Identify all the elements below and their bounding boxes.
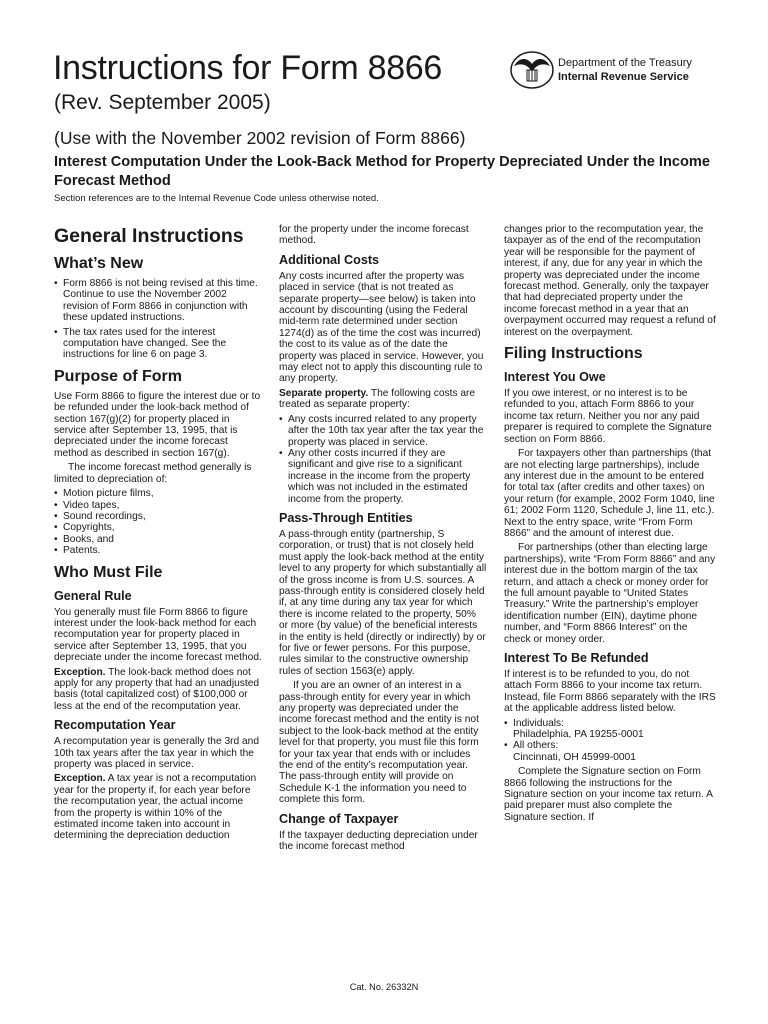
section-heading: What’s New bbox=[54, 255, 144, 272]
catalog-number: Cat. No. 26332N bbox=[349, 982, 419, 992]
column-right bbox=[504, 224, 716, 826]
paragraph: Exception. The look-back method does not apply for any property that had an unadjusted basis (total capitalized cost) of $100,000 or less at the end of the recomputation year. bbox=[54, 666, 260, 712]
bullet-item: • Sound recordings, bbox=[54, 510, 146, 522]
subsection-heading: Additional Costs bbox=[279, 252, 380, 267]
bullet-item: • Video tapes, bbox=[54, 499, 120, 511]
revision-date: (Rev. September 2005) bbox=[54, 91, 271, 114]
bullet-item: • Books, and bbox=[54, 533, 114, 545]
column-left bbox=[54, 224, 262, 845]
section-heading: General Instructions bbox=[54, 225, 244, 247]
paragraph: The income forecast method generally is limited to depreciation of: bbox=[54, 462, 252, 485]
bullet-item: • All others: bbox=[504, 740, 559, 752]
subsection-heading: Recomputation Year bbox=[54, 718, 176, 733]
treasury-block bbox=[510, 50, 740, 94]
section-heading: Purpose of Form bbox=[54, 367, 183, 385]
bullet-item: • Motion picture films, bbox=[54, 488, 154, 500]
use-with-note: (Use with the November 2002 revision of Form 8866) bbox=[54, 128, 466, 148]
irs-eagle-logo-icon bbox=[510, 50, 554, 90]
subsection-heading: Pass-Through Entities bbox=[279, 510, 413, 525]
form-subtitle: Interest Computation Under the Look-Back Method for Property Depreciated Under the Income Forecast Method bbox=[54, 154, 710, 189]
department-name: Department of the Treasury bbox=[558, 57, 692, 69]
subsection-heading: Interest You Owe bbox=[504, 370, 606, 385]
bullet-item: • Individuals: bbox=[504, 717, 564, 729]
paragraph: Any costs incurred after the property was placed in service (that is not treated as separate property—see below) is taken into account by discounting (using the Federal mid-term rate determined under section 1274(d) as of the time the cost was incurred) the cost to its value as of the date the property was placed in service. However, you may elect not to apply this discounting rule to any property. bbox=[279, 270, 484, 385]
paragraph: for the property under the income forecast method. bbox=[279, 224, 469, 247]
bullet-item: • The tax rates used for the interest computation have changed. See the instructions for line 6 on page 3. bbox=[54, 326, 227, 361]
paragraph: A pass-through entity (partnership, S corporation, or trust) that is not closely held must apply the look-back method at the entity level to any property for which substantially all of the gross income is from U.S. sources. A pass-through entity is considered closely held if, at any time during any tax year for which there is income related to the property, 50% or more (by value) of the beneficial interests in the entity is held (directly or indirectly) by or for five or fewer persons. For this purpose, rules similar to the constructive ownership rules of section 1563(e) apply. bbox=[279, 528, 487, 677]
bullet-item: • Any costs incurred related to any property after the 10th tax year after the tax year the property was placed in service. bbox=[279, 413, 484, 448]
agency-name: Internal Revenue Service bbox=[558, 71, 689, 83]
paragraph: If you are an owner of an interest in a pass-through entity for every year in which any property was depreciated under the income forecast method and the entity is not subject to the look-back method at the entity level for that property, you must file this form for your tax year that ends with or includes the end of the entity’s recomputation year. The pass-through entity will provide on Schedule K-1 the information you need to complete this form. bbox=[279, 680, 479, 806]
paragraph: If interest is to be refunded to you, do not attach Form 8866 to your income tax return. Instead, file Form 8866 separately with the IRS at the applicable address listed below. bbox=[504, 669, 716, 715]
column-middle bbox=[279, 224, 487, 856]
paragraph: Separate property. The following costs are treated as separate property: bbox=[279, 387, 476, 411]
paragraph: Complete the Signature section on Form 8866 following the instructions for the Signature section on your income tax return. A paid preparer must also complete the Signature section. If bbox=[504, 766, 713, 823]
section-references-note: Section references are to the Internal Revenue Code unless otherwise noted. bbox=[54, 193, 379, 204]
page-title: Instructions for Form 8866 bbox=[53, 49, 443, 87]
paragraph: For taxpayers other than partnerships (that are not electing large partnerships), include any interest due in the amount to be entered for total tax (after credits and other taxes) on your return (for example, 2002 Form 1040, line 61; 2002 Form 1120, Schedule J, line 11, etc.). Next to the entry space, write “From Form 8866” and the amount of interest due. bbox=[504, 448, 715, 539]
paragraph: You generally must file Form 8866 to figure interest under the look-back method for each recomputation year for property placed in service after September 13, 1995, that you depreciate under the income forecast method. bbox=[54, 606, 262, 664]
subsection-heading: General Rule bbox=[54, 588, 132, 603]
subsection-heading: Interest To Be Refunded bbox=[504, 651, 649, 665]
section-heading: Filing Instructions bbox=[504, 345, 643, 363]
bullet-item: • Patents. bbox=[54, 545, 101, 557]
paragraph: For partnerships (other than electing large partnerships), write “From Form 8866” and any interest due in the bottom margin of the tax return, and attach a check or money order for the full amount payable to “United States Treasury.” Write the partnership’s employer identification number (EIN), daytime phone number, and “Form 8866 Interest” on the check or money order. bbox=[504, 542, 716, 645]
bullet-item: • Form 8866 is not being revised at this time. Continue to use the November 2002 revision of Form 8866 in conjunction with these updated instructions. bbox=[54, 278, 258, 324]
bullet-item: • Any other costs incurred if they are significant and give rise to a significant increase in the income from the property which was not included in the estimated income from the property. bbox=[279, 447, 471, 505]
bullet-item: • Copyrights, bbox=[54, 522, 115, 534]
section-heading: Who Must File bbox=[54, 563, 163, 581]
paragraph: Exception. A tax year is not a recomputation year for the property if, for each year before the recomputation year, the actual income from the property is within 10% of the estimated income taken into account in determining the depreciation deduction bbox=[54, 773, 257, 842]
paragraph: If you owe interest, or no interest is to be refunded to you, attach Form 8866 to your income tax return. Neither you nor any paid preparer is required to complete the Signature section on Form 8866. bbox=[504, 388, 712, 445]
paragraph: Use Form 8866 to figure the interest due or to be refunded under the look-back method of section 167(g)(2) for property placed in service after September 13, 1995, that is depreciated under the income forecast method as described in section 167(g). bbox=[54, 390, 261, 459]
mailing-address: Cincinnati, OH 45999-0001 bbox=[513, 751, 636, 763]
paragraph: If the taxpayer deducting depreciation under the income forecast method bbox=[279, 829, 478, 853]
subsection-heading: Change of Taxpayer bbox=[279, 811, 399, 826]
paragraph: changes prior to the recomputation year, the taxpayer as of the end of the recomputation year will be responsible for the payment of interest, if any, due for any year in which the property was depreciated under the income forecast method. Generally, only the taxpayer that had depreciated property under the income forecast method in a year that an overpayment occurred may request a refund of interest on the overpayment. bbox=[504, 224, 716, 338]
mailing-address: Philadelphia, PA 19255-0001 bbox=[513, 729, 644, 741]
paragraph: A recomputation year is generally the 3rd and 10th tax years after the tax year in which the property was placed in service. bbox=[54, 736, 260, 770]
